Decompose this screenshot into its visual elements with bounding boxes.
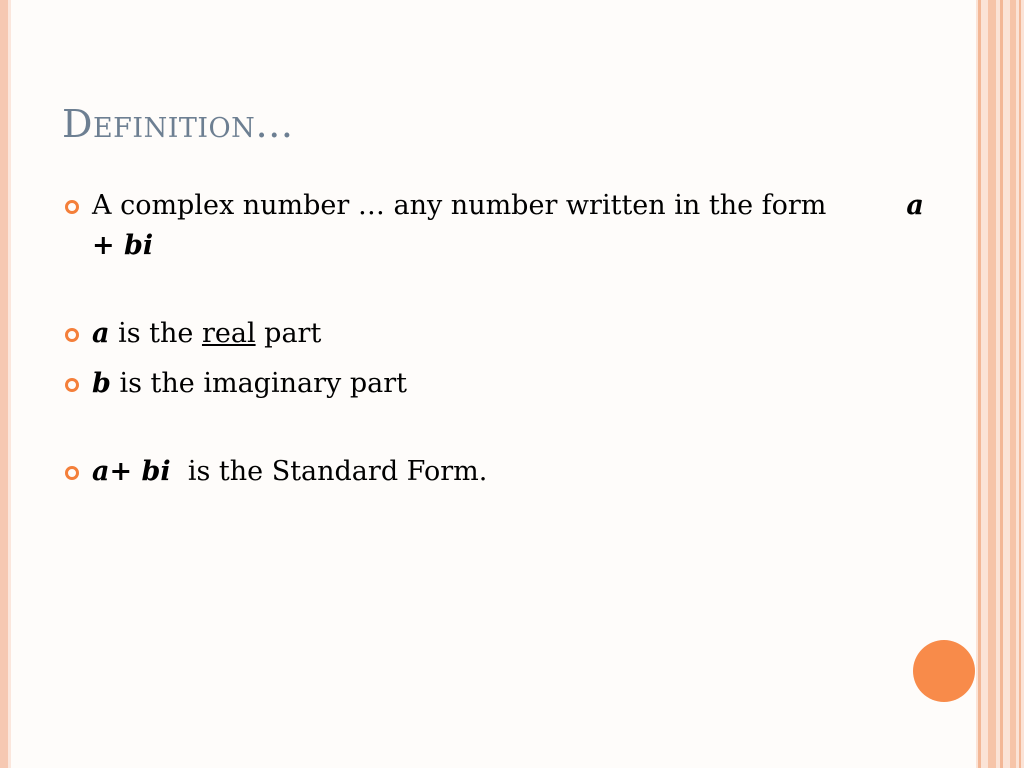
decorative-orange-circle bbox=[913, 640, 975, 702]
bullet-item-imaginary-part bbox=[62, 364, 942, 404]
bullet-item-real-part bbox=[62, 314, 942, 354]
bullet-text: A complex number … any number written in the form bbox=[92, 190, 827, 221]
bullet-text: part bbox=[255, 318, 322, 349]
formula-a-plus-bi: a + bi bbox=[92, 190, 924, 261]
right-stripe-line bbox=[1010, 0, 1016, 768]
bullet-circle-icon bbox=[65, 466, 79, 480]
bullet-item-standard-form bbox=[62, 452, 942, 492]
left-decorative-stripe bbox=[0, 0, 8, 768]
underlined-term-real: real bbox=[201, 318, 256, 349]
bullet-text: is the bbox=[109, 318, 202, 349]
formula-a-plus-bi: a+ bi bbox=[92, 456, 171, 487]
slide-title: Definition… bbox=[62, 102, 294, 146]
variable-a: a bbox=[92, 318, 110, 349]
bullet-item-definition bbox=[62, 186, 942, 266]
right-stripe-line bbox=[988, 0, 996, 768]
right-stripe-line bbox=[978, 0, 981, 768]
bullet-text: is the imaginary part bbox=[110, 368, 407, 399]
bullet-circle-icon bbox=[65, 328, 79, 342]
bullet-text: is the Standard Form. bbox=[170, 456, 488, 487]
right-stripe-line bbox=[1000, 0, 1003, 768]
variable-b: b bbox=[92, 368, 111, 399]
bullet-circle-icon bbox=[65, 378, 79, 392]
bullet-list bbox=[62, 186, 942, 492]
bullet-circle-icon bbox=[65, 200, 79, 214]
right-stripe-line bbox=[1019, 0, 1021, 768]
